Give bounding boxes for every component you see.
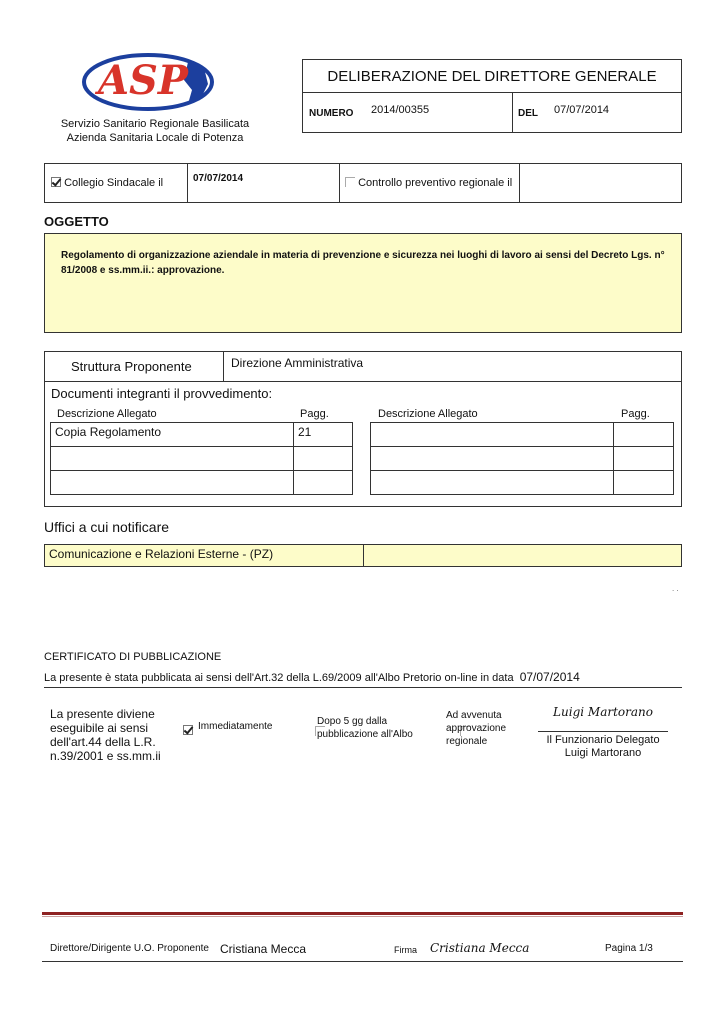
footer-firma-label: Firma <box>394 945 417 955</box>
esecuzione-text: La presente diviene eseguibile ai sensi dell'art.44 della L.R. n.39/2001 e ss.mm.ii <box>50 707 161 763</box>
right-attachment-pagg-1 <box>613 422 674 447</box>
right-attachment-desc-2 <box>370 446 614 471</box>
footer-role-label: Direttore/Dirigente U.O. Proponente <box>50 943 209 954</box>
collegio-label: Collegio Sindacale il <box>64 177 164 189</box>
numero-label: NUMERO <box>309 108 354 119</box>
immediatamente-label: Immediatamente <box>198 721 273 732</box>
collegio-checkbox[interactable] <box>51 177 61 187</box>
controls-row <box>44 163 682 203</box>
funzionario-signature: Luigi Martorano <box>553 705 653 719</box>
funzionario-caption: Il Funzionario Delegato Luigi Martorano <box>546 734 660 759</box>
footer-name: Cristiana Mecca <box>220 942 307 956</box>
numero-value: 2014/00355 <box>371 104 430 116</box>
left-attachment-desc-2 <box>50 446 294 471</box>
del-value: 07/07/2014 <box>554 104 610 116</box>
controllo-label: Controllo preventivo regionale il <box>358 177 513 189</box>
del-label: DEL <box>518 108 538 119</box>
left-attachment-desc-1: Copia Regolamento <box>50 422 294 447</box>
certificato-text: La presente è stata pubblicata ai sensi dell'Art.32 della L.69/2009 all'Albo Pretorio on-line in data 07/07/2014 <box>44 670 580 684</box>
left-attachment-pagg-2 <box>293 446 353 471</box>
left-col-desc-header: Descrizione Allegato <box>57 408 157 420</box>
page-number: Pagina 1/3 <box>605 943 653 954</box>
dopo-5gg-label: Dopo 5 gg dalla pubblicazione all'Albo <box>317 716 413 740</box>
documenti-heading: Documenti integranti il provvedimento: <box>51 386 273 401</box>
footer-red-rule <box>42 912 683 915</box>
oggetto-box <box>44 233 682 333</box>
left-attachment-pagg-3 <box>293 470 353 495</box>
certificato-date: 07/07/2014 <box>519 670 580 684</box>
left-col-pagg-header: Pagg. <box>300 408 329 420</box>
right-attachment-pagg-3 <box>613 470 674 495</box>
right-col-pagg-header: Pagg. <box>621 408 650 420</box>
controllo-checkbox[interactable] <box>345 177 355 187</box>
oggetto-heading: OGGETTO <box>44 214 109 229</box>
collegio-date: 07/07/2014 <box>193 173 244 184</box>
right-col-desc-header: Descrizione Allegato <box>378 408 478 420</box>
footer-bottom-rule <box>42 961 683 962</box>
org-line-1: Servizio Sanitario Regionale Basilicata <box>60 118 250 130</box>
left-attachment-desc-3 <box>50 470 294 495</box>
oggetto-text: Regolamento di organizzazione aziendale in materia di prevenzione e sicurezza nei luoghi di lavoro ai sensi del Decreto Lgs. n° 81/2008 e ss.mm.ii.: approvazione. <box>61 250 665 276</box>
approvazione-label: Ad avvenuta approvazione regionale <box>446 710 507 747</box>
delibera-header <box>302 59 682 133</box>
delibera-title: DELIBERAZIONE DEL DIRETTORE GENERALE <box>303 60 681 93</box>
certificato-rule <box>44 687 682 688</box>
ufficio-item-1: Comunicazione e Relazioni Esterne - (PZ) <box>44 544 364 567</box>
right-attachment-desc-3 <box>370 470 614 495</box>
right-attachment-desc-1 <box>370 422 614 447</box>
right-attachment-pagg-2 <box>613 446 674 471</box>
svg-text:ASP: ASP <box>98 57 188 104</box>
signature-line <box>538 731 668 732</box>
immediatamente-checkbox[interactable] <box>183 725 193 735</box>
uffici-heading: Uffici a cui notificare <box>44 519 170 535</box>
certificato-heading: CERTIFICATO DI PUBBLICAZIONE <box>44 651 222 663</box>
struttura-label: Struttura Proponente <box>71 359 192 374</box>
org-line-2: Azienda Sanitaria Locale di Potenza <box>66 132 244 144</box>
struttura-value: Direzione Amministrativa <box>231 356 364 370</box>
ufficio-item-2 <box>363 544 682 567</box>
left-attachment-pagg-1: 21 <box>293 422 353 447</box>
page-dots: . . <box>672 584 679 593</box>
footer-firma-signature: Cristiana Mecca <box>430 941 530 955</box>
asp-logo <box>80 50 220 114</box>
